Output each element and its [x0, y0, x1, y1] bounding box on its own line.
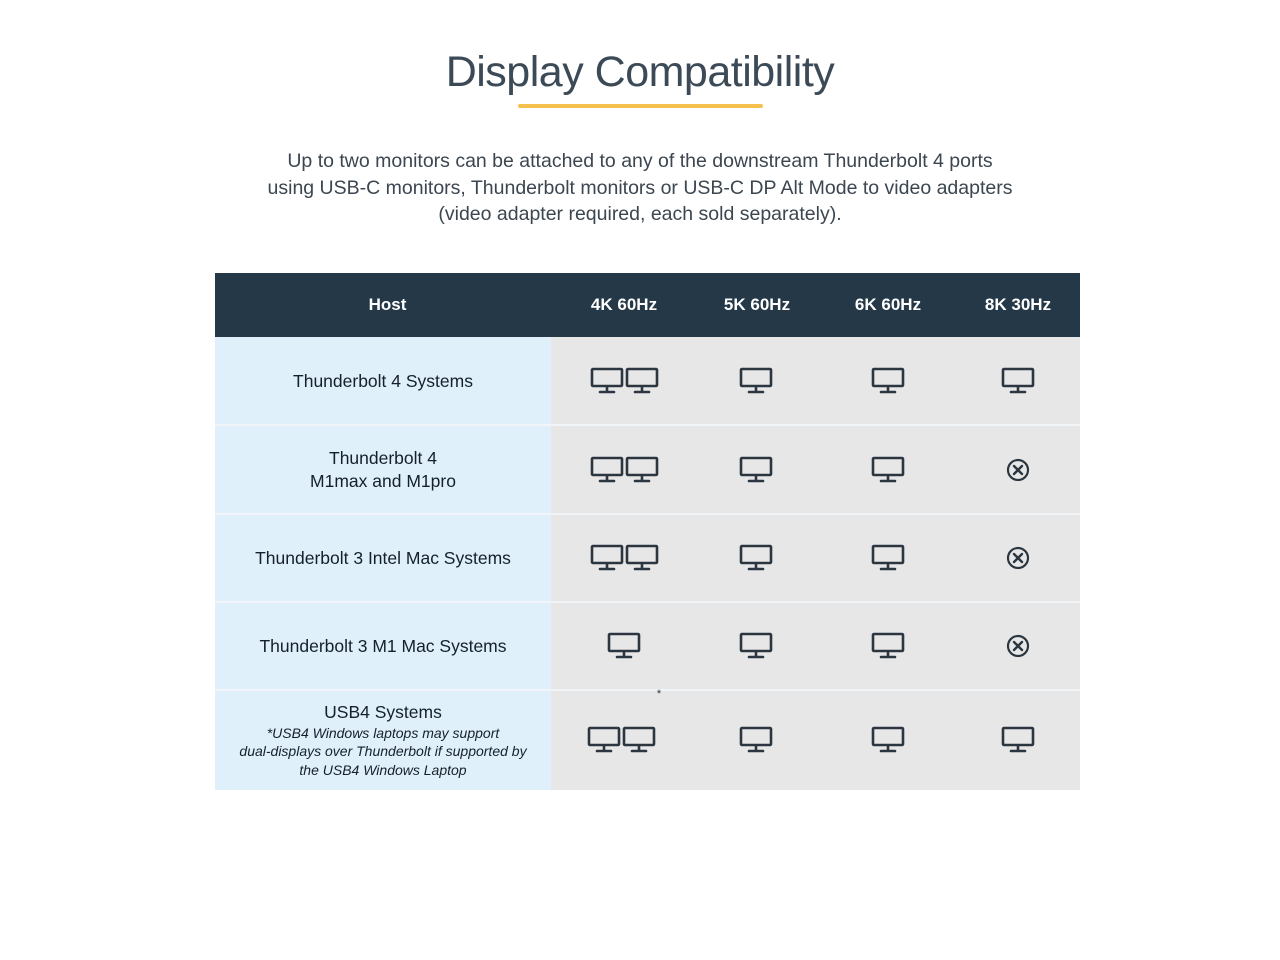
host-name: Thunderbolt 4: [329, 447, 437, 468]
monitor-icon: [739, 456, 773, 484]
monitor-icon: [739, 726, 773, 754]
support-cell: [828, 690, 948, 790]
support-cell: [958, 425, 1078, 514]
table-header: [215, 273, 1080, 337]
not-supported-icon: [1006, 458, 1030, 482]
monitor-icon: [622, 726, 656, 754]
host-cell: [215, 690, 551, 790]
monitor-icon: [587, 726, 621, 754]
host-name: Thunderbolt 4 Systems: [293, 370, 473, 391]
header-6k-60hz: 6K 60Hz: [854, 295, 922, 314]
support-cell: [958, 514, 1078, 602]
monitor-icon: [590, 456, 624, 484]
host-footnote: dual-displays over Thunderbolt if supported by: [239, 743, 527, 760]
not-supported-icon: [1006, 634, 1030, 658]
header-host: Host: [368, 295, 407, 314]
support-cell: [958, 337, 1078, 425]
support-cell: [564, 337, 684, 425]
intro-text: [240, 148, 1040, 228]
monitor-icon: [871, 544, 905, 572]
host-footnote: the USB4 Windows Laptop: [299, 761, 467, 778]
header-8k-30hz: 8K 30Hz: [984, 295, 1052, 314]
monitor-icon: [739, 632, 773, 660]
support-cell: [564, 514, 684, 602]
monitor-icon: [871, 367, 905, 395]
host-cell: [215, 425, 551, 514]
title-underline: [518, 104, 763, 108]
support-cell: [696, 690, 816, 790]
monitor-icon: [871, 632, 905, 660]
intro-line: Up to two monitors can be attached to any of the downstream Thunderbolt 4 ports: [287, 150, 993, 172]
host-footnote: *USB4 Windows laptops may support: [266, 724, 500, 741]
support-cell: [696, 337, 816, 425]
host-cell: [215, 602, 551, 690]
support-cell: [564, 425, 684, 514]
page-title: Display Compatibility: [445, 48, 835, 96]
support-cell: [696, 514, 816, 602]
support-cell: [958, 602, 1078, 690]
monitor-icon: [1001, 726, 1035, 754]
host-name: USB4 Systems: [324, 701, 442, 722]
monitor-icon: [739, 544, 773, 572]
monitor-icon: [739, 367, 773, 395]
host-name: M1max and M1pro: [310, 470, 456, 491]
support-cell: [958, 690, 1078, 790]
monitor-icon: [625, 456, 659, 484]
host-name: Thunderbolt 3 Intel Mac Systems: [255, 547, 511, 568]
monitor-icon: [871, 456, 905, 484]
host-cell: [215, 337, 551, 425]
not-supported-icon: [1006, 546, 1030, 570]
support-cell: [696, 425, 816, 514]
support-cell: [828, 602, 948, 690]
support-cell: [564, 690, 684, 790]
monitor-icon: [590, 544, 624, 572]
footnote-asterisk: *: [656, 688, 662, 700]
monitor-icon: [607, 632, 641, 660]
monitor-icon: [590, 367, 624, 395]
monitor-icon: [625, 367, 659, 395]
support-cell: [828, 337, 948, 425]
support-cell: [828, 425, 948, 514]
intro-line: using USB-C monitors, Thunderbolt monitors or USB-C DP Alt Mode to video adapters: [267, 176, 1013, 199]
monitor-icon: [625, 544, 659, 572]
header-5k-60hz: 5K 60Hz: [723, 295, 791, 314]
monitor-icon: [1001, 367, 1035, 395]
monitor-icon: [871, 726, 905, 754]
support-cell: [828, 514, 948, 602]
support-cell: [564, 602, 684, 690]
intro-line: (video adapter required, each sold separately).: [438, 203, 842, 225]
support-cell: [696, 602, 816, 690]
host-name: Thunderbolt 3 M1 Mac Systems: [259, 635, 507, 656]
host-cell: [215, 514, 551, 602]
compatibility-table: [215, 273, 1080, 790]
header-4k-60hz: 4K 60Hz: [590, 295, 658, 314]
